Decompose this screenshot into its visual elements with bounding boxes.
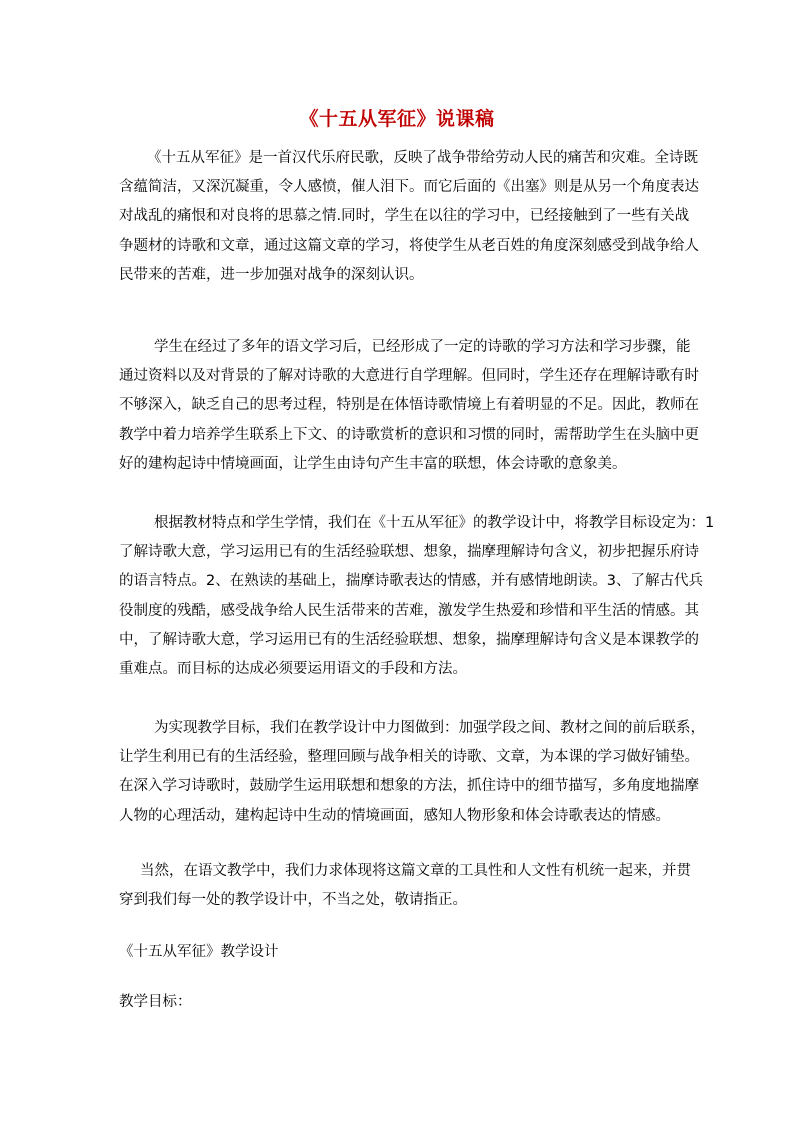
document-title: 《十五从军征》说课稿 <box>299 108 495 130</box>
paragraph-5 <box>119 857 691 915</box>
paragraph-line: 好的建构起诗中情境画面，让学生由诗句产生丰富的联想，体会诗歌的意象美。 <box>119 455 627 472</box>
paragraph-line: 根据教材特点和学生学情，我们在《十五从军征》的教学设计中，将教学目标设定为：1 <box>154 515 715 531</box>
paragraph-line: 学生在经过了多年的语文学习后，已经形成了一定的诗歌的学习方法和学习步骤，能 <box>154 339 691 355</box>
paragraph-4 <box>119 714 705 831</box>
paragraph-line: 民带来的苦难，进一步加强对战争的深刻认识。 <box>119 266 424 283</box>
paragraph-line: 通过资料以及对背景的了解对诗歌的大意进行自学理解。但同时，学生还存在理解诗歌有时 <box>119 368 699 385</box>
paragraph-line: 在深入学习诗歌时，鼓励学生运用联想和想象的方法，抓住诗中的细节描写，多角度地揣摩 <box>119 778 699 795</box>
paragraph-line: 的语言特点。2、在熟读的基础上，揣摩诗歌表达的情感，并有感情地朗读。3、了解古代兵 <box>119 573 703 590</box>
paragraph-line: 为实现教学目标，我们在教学设计中力图做到：加强学段之间、教材之间的前后联系， <box>154 720 705 736</box>
paragraph-line: 人物的心理活动，建构起诗中生动的情境画面，感知人物形象和体会诗歌表达的情感。 <box>119 807 670 824</box>
paragraph-line: 了解诗歌大意，学习运用已有的生活经验联想、想象，揣摩理解诗句含义，初步把握乐府诗 <box>119 544 699 561</box>
paragraph-line: 教学中着力培养学生联系上下文、的诗歌赏析的意识和习惯的同时，需帮助学生在头脑中更 <box>119 426 699 443</box>
paragraph-line: 重难点。而目标的达成必须要运用语文的手段和方法。 <box>119 660 467 677</box>
paragraph-line: 不够深入，缺乏自己的思考过程，特别是在体悟诗歌情境上有着明显的不足。因此，教师在 <box>119 397 699 414</box>
paragraph-1 <box>119 144 699 290</box>
paragraph-line: 对战乱的痛恨和对良将的思慕之情.同时，学生在以往的学习中，已经接触到了一些有关战 <box>119 208 690 225</box>
paragraph-line: 当然，在语文教学中，我们力求体现将这篇文章的工具性和人文性有机统一起来，并贯 <box>140 863 691 879</box>
paragraph-line: 争题材的诗歌和文章，通过这篇文章的学习，将使学生从老百姓的角度深刻感受到战争给人 <box>119 237 699 254</box>
paragraph-line: 中，了解诗歌大意，学习运用已有的生活经验联想、想象，揣摩理解诗句含义是本课教学的 <box>119 631 699 648</box>
paragraph-line: 让学生利用已有的生活经验，整理回顾与战争相关的诗歌、文章，为本课的学习做好铺垫。 <box>119 749 699 766</box>
section-heading: 《十五从军征》教学设计 <box>119 944 279 960</box>
paragraph-line: 穿到我们每一处的教学设计中，不当之处，敬请指正。 <box>119 892 467 909</box>
paragraph-2 <box>119 333 699 479</box>
paragraph-3 <box>119 509 715 684</box>
paragraph-line: 役制度的残酷，感受战争给人民生活带来的苦难，激发学生热爱和珍惜和平生活的情感。其 <box>119 602 699 619</box>
paragraph-line: 含蕴简洁，又深沉凝重，令人感愤，催人泪下。而它后面的《出塞》则是从另一个角度表达 <box>119 179 699 196</box>
goals-label: 教学目标： <box>119 994 192 1010</box>
paragraph-line: 《十五从军征》是一首汉代乐府民歌，反映了战争带给劳动人民的痛苦和灾难。全诗既 <box>147 150 698 166</box>
